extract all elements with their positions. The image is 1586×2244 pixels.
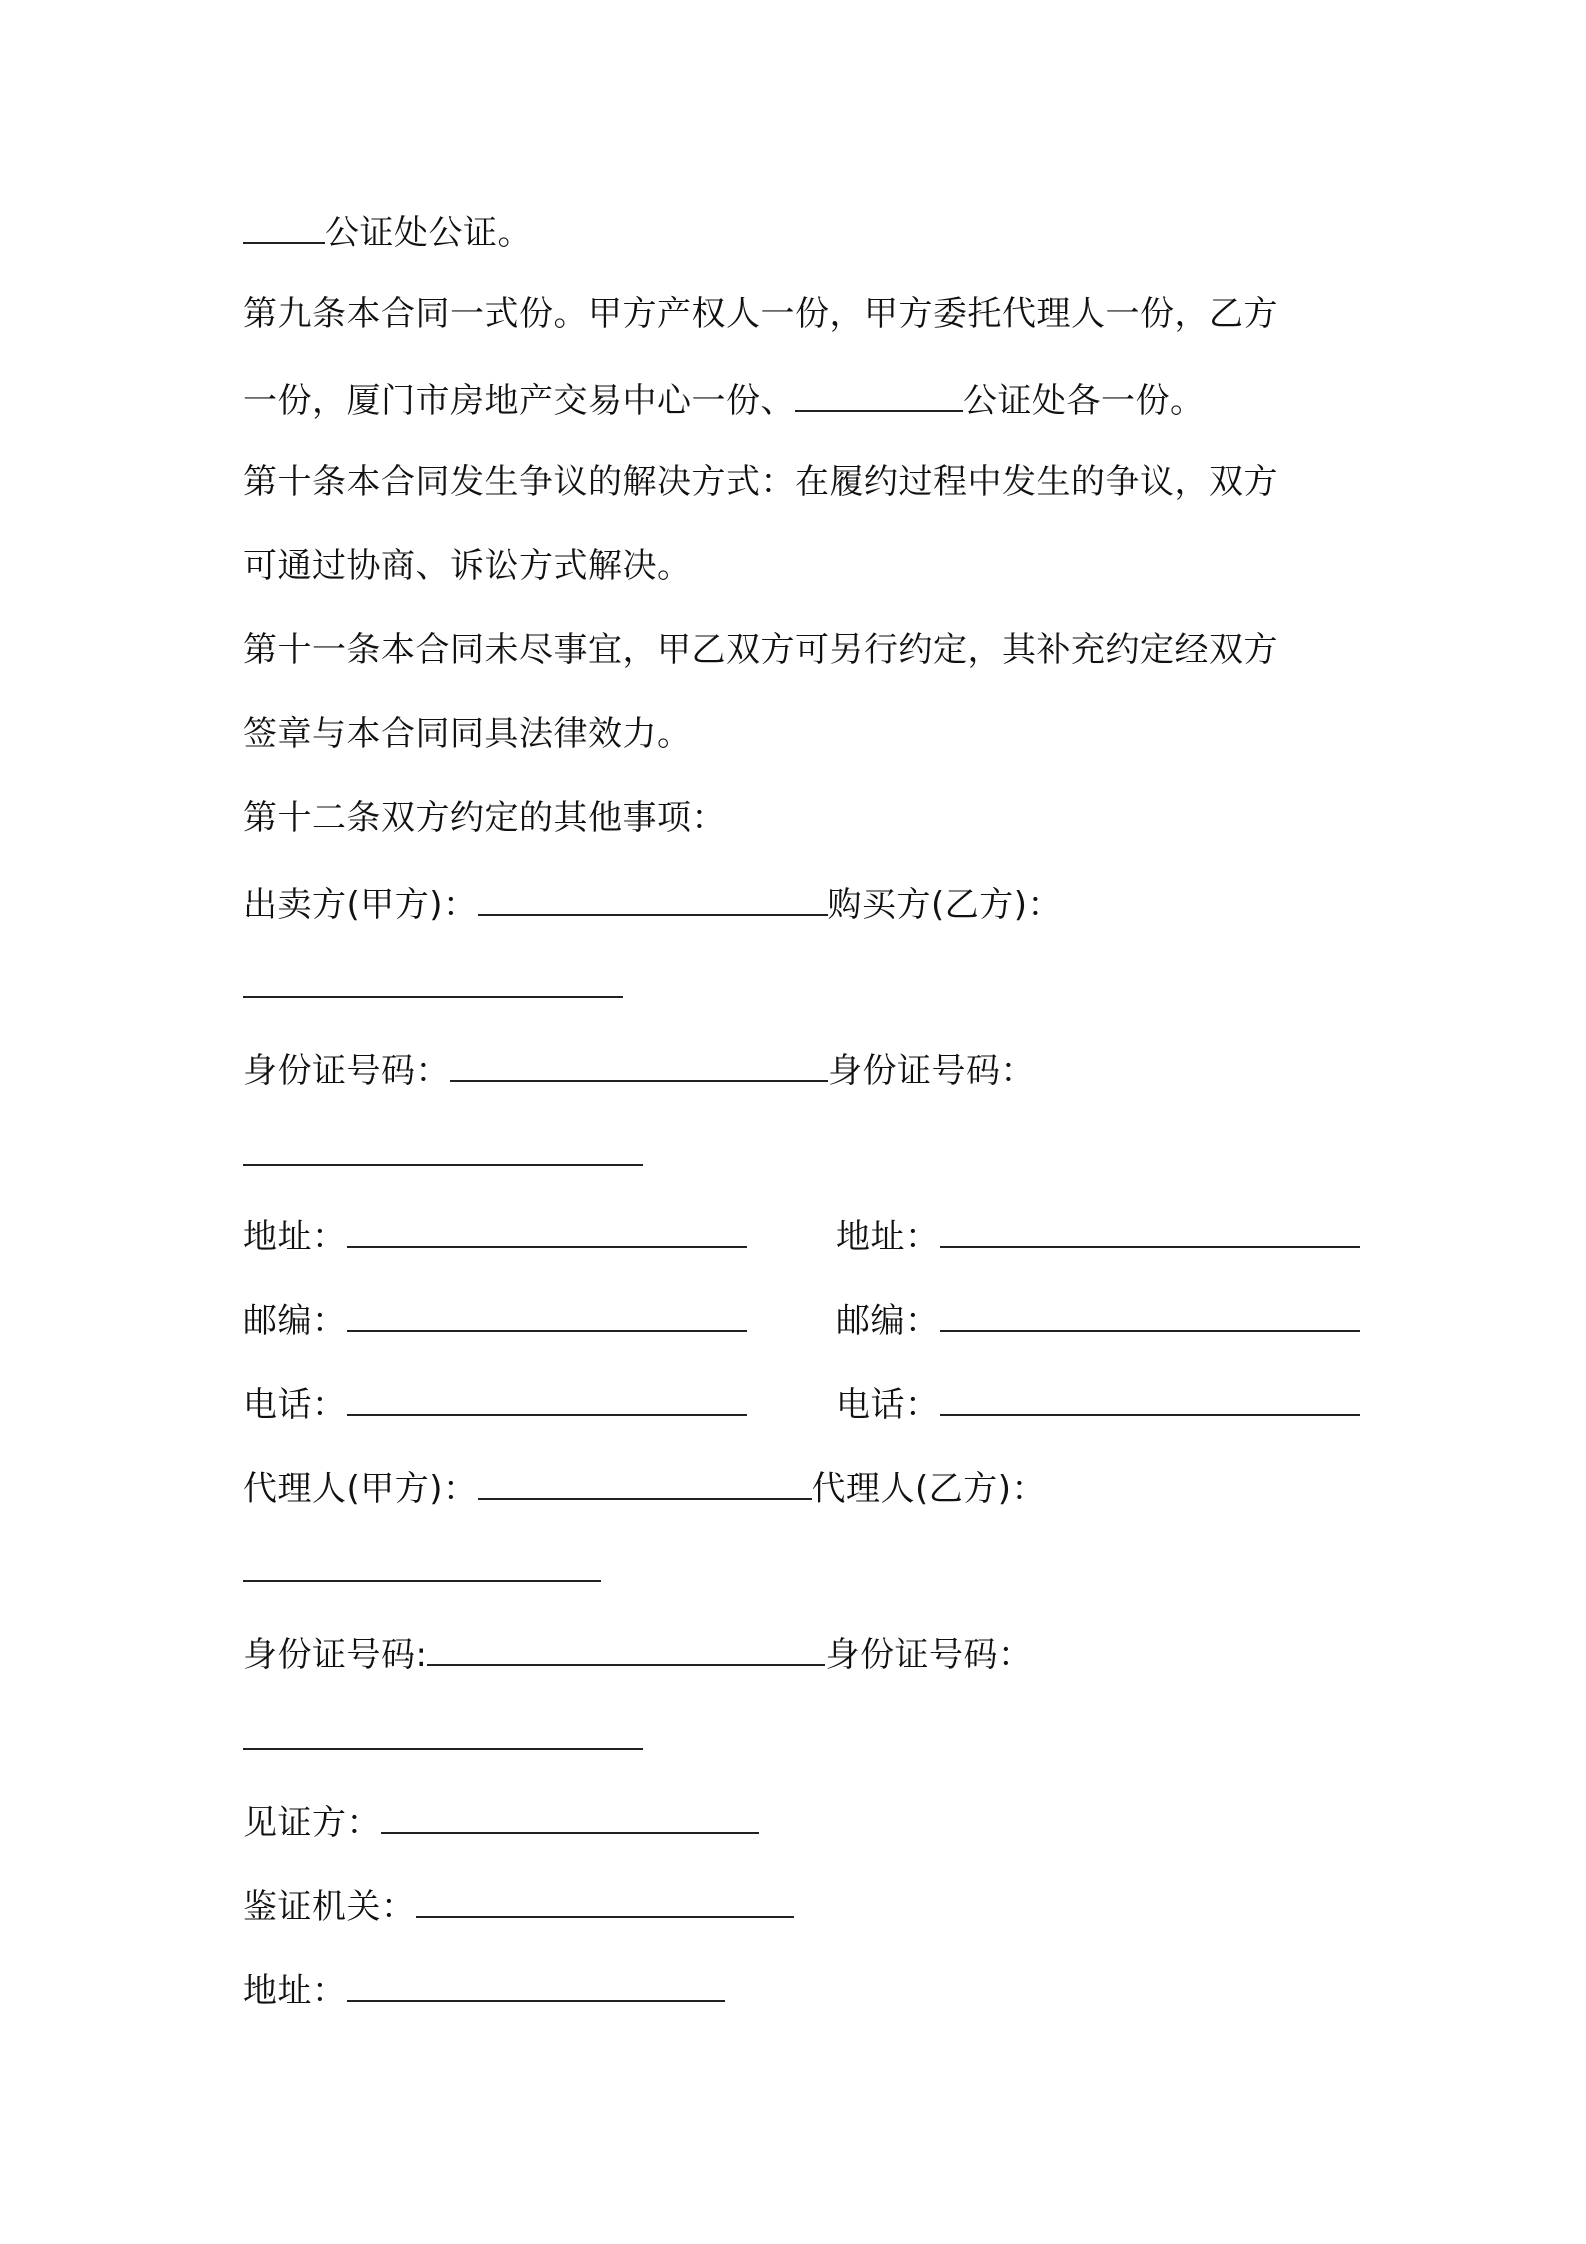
phone-label-a: 电话：	[243, 1385, 347, 1425]
buyer-id-line	[243, 1130, 643, 1174]
clause-10-line-2: 可通过协商、诉讼方式解决。	[243, 546, 692, 586]
address-b-line	[836, 1212, 1360, 1256]
notary-authority-line	[243, 1882, 794, 1926]
phone-a-line	[243, 1380, 747, 1424]
postcode-a-line	[243, 1296, 747, 1340]
notary-label: 鉴证机关：	[243, 1887, 416, 1927]
agent-b-id-line	[243, 1714, 643, 1758]
agent-b-id-field[interactable]	[243, 1714, 643, 1750]
notary-field[interactable]	[416, 1882, 794, 1918]
address-label-a: 地址：	[243, 1217, 347, 1257]
buyer-field[interactable]	[243, 962, 623, 998]
phone-label-b: 电话：	[836, 1385, 940, 1425]
buyer-label: 购买方(乙方)：	[827, 885, 1063, 925]
clause-12: 第十二条双方约定的其他事项：	[243, 798, 726, 838]
id-label-b: 身份证号码：	[828, 1051, 1035, 1091]
address-label-b: 地址：	[836, 1217, 940, 1257]
clause-9-line-2	[243, 376, 1205, 420]
agent-a-id-field[interactable]	[427, 1630, 825, 1666]
clause-10-line-1: 第十条本合同发生争议的解决方式：在履约过程中发生的争议，双方	[243, 462, 1278, 502]
seller-field[interactable]	[478, 880, 828, 916]
notary-line-text: 公证处公证。	[325, 213, 532, 253]
agent-a-label: 代理人(甲方)：	[243, 1469, 478, 1509]
id-label-a: 身份证号码：	[243, 1051, 450, 1091]
notary-office-blank-2[interactable]	[795, 376, 963, 412]
agent-b-field[interactable]	[243, 1546, 601, 1582]
address-a-line	[243, 1212, 747, 1256]
agent-b-line	[243, 1546, 601, 1590]
agent-b-label: 代理人(乙方)：	[811, 1469, 1047, 1509]
notary-address-field[interactable]	[347, 1966, 725, 2002]
notary-address-label: 地址：	[243, 1971, 347, 2011]
agent-line	[243, 1464, 1046, 1508]
clause-11-line-2: 签章与本合同同具法律效力。	[243, 714, 692, 754]
notary-office-blank[interactable]	[243, 208, 325, 244]
phone-b-line	[836, 1380, 1360, 1424]
seller-phone-field[interactable]	[347, 1380, 747, 1416]
notary-address-line	[243, 1966, 725, 2010]
clause-9-line-2-suffix: 公证处各一份。	[963, 381, 1205, 421]
seller-id-field[interactable]	[450, 1046, 828, 1082]
notary-line	[243, 208, 532, 252]
witness-field[interactable]	[381, 1798, 759, 1834]
buyer-address-field[interactable]	[940, 1212, 1360, 1248]
seller-label: 出卖方(甲方)：	[243, 885, 478, 925]
witness-line	[243, 1798, 759, 1842]
postcode-label-a: 邮编：	[243, 1301, 347, 1341]
id-line	[243, 1046, 1035, 1090]
buyer-line	[243, 962, 623, 1006]
seller-address-field[interactable]	[347, 1212, 747, 1248]
buyer-postcode-field[interactable]	[940, 1296, 1360, 1332]
agent-id-label-b: 身份证号码：	[825, 1635, 1033, 1675]
buyer-phone-field[interactable]	[940, 1380, 1360, 1416]
clause-11-line-1: 第十一条本合同未尽事宜，甲乙双方可另行约定，其补充约定经双方	[243, 630, 1278, 670]
buyer-id-field[interactable]	[243, 1130, 643, 1166]
clause-9-line-2-text: 一份，厦门市房地产交易中心一份、	[243, 381, 795, 421]
agent-id-line	[243, 1630, 1032, 1674]
witness-label: 见证方：	[243, 1803, 381, 1843]
postcode-label-b: 邮编：	[836, 1301, 940, 1341]
agent-id-label-a: 身份证号码:	[243, 1635, 428, 1675]
seller-buyer-line	[243, 880, 1062, 924]
agent-a-field[interactable]	[478, 1464, 812, 1500]
seller-postcode-field[interactable]	[347, 1296, 747, 1332]
clause-9-line-1: 第九条本合同一式份。甲方产权人一份，甲方委托代理人一份，乙方	[243, 294, 1278, 334]
postcode-b-line	[836, 1296, 1360, 1340]
